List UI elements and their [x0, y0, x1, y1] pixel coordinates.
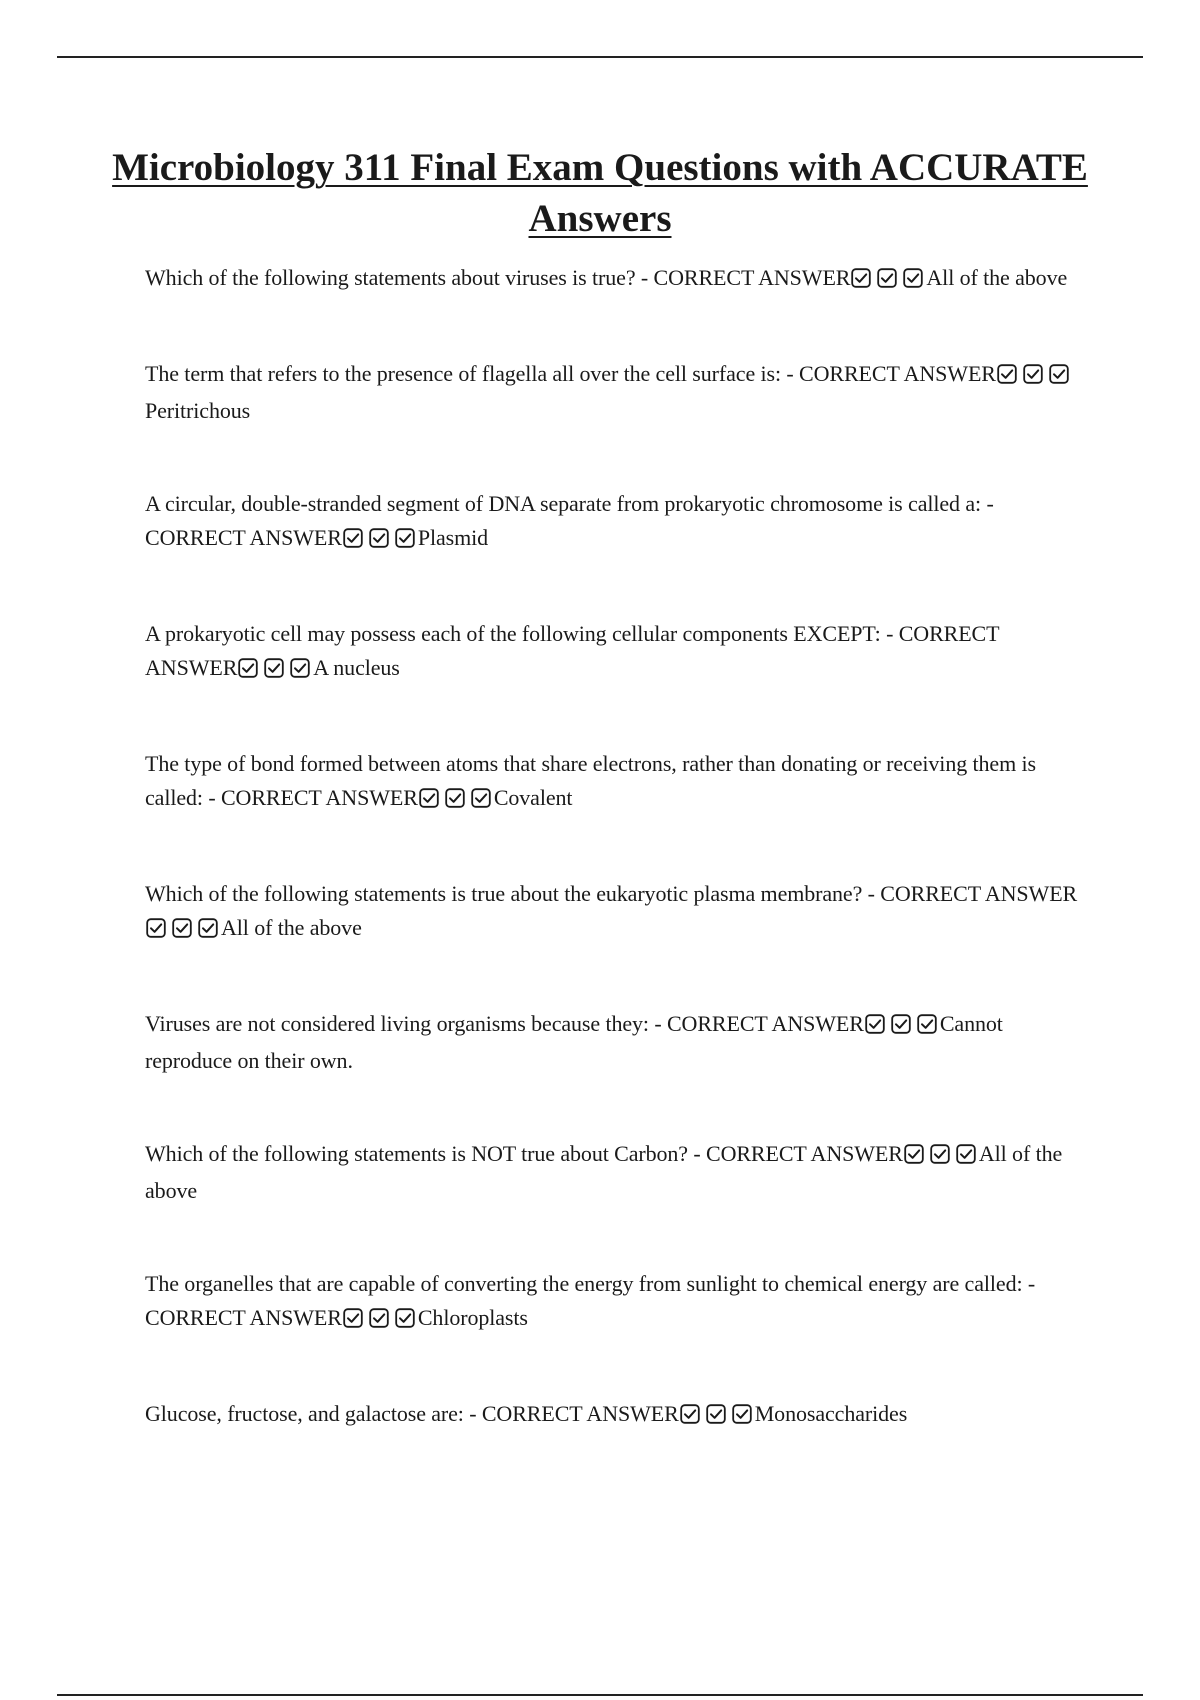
qa-item: [145, 617, 1090, 688]
answer-text: Peritrichous: [145, 398, 251, 423]
answer-marker: - CORRECT ANSWER: [654, 1011, 864, 1036]
answer-text: All of the above: [926, 265, 1068, 290]
answer-checks: [851, 264, 925, 298]
checked-box-icon: [395, 528, 415, 548]
question-text: Which of the following statements is NOT true about Carbon?: [145, 1141, 688, 1166]
qa-item: [145, 1267, 1090, 1338]
answer-checks: [997, 360, 1071, 394]
answer-text: A nucleus: [313, 655, 400, 680]
checked-box-icon: [343, 1308, 363, 1328]
qa-item: [145, 261, 1090, 298]
answer-checks: [865, 1010, 939, 1044]
question-text: Which of the following statements is true about the eukaryotic plasma membrane?: [145, 881, 863, 906]
checked-box-icon: [395, 1308, 415, 1328]
checked-box-icon: [891, 1014, 911, 1034]
question-text: Which of the following statements about viruses is true?: [145, 265, 636, 290]
checked-box-icon: [865, 1014, 885, 1034]
answer-marker: - CORRECT ANSWER: [786, 361, 996, 386]
checked-box-icon: [290, 658, 310, 678]
answer-text: Monosaccharides: [754, 1401, 908, 1426]
checked-box-icon: [997, 364, 1017, 384]
answer-checks: [343, 524, 417, 558]
checked-box-icon: [851, 268, 871, 288]
answer-marker: - CORRECT ANSWER: [469, 1401, 679, 1426]
checked-box-icon: [471, 788, 491, 808]
checked-box-icon: [956, 1144, 976, 1164]
qa-item: [145, 1137, 1090, 1208]
question-text: The type of bond formed between atoms that share electrons, rather than donating or receiving them is called:: [145, 751, 1036, 810]
question-text: The organelles that are capable of converting the energy from sunlight to chemical energy are called:: [145, 1271, 1023, 1296]
answer-marker: - CORRECT ANSWER: [145, 491, 994, 550]
checked-box-icon: [198, 918, 218, 938]
checked-box-icon: [1049, 364, 1069, 384]
checked-box-icon: [343, 528, 363, 548]
answer-marker: - CORRECT ANSWER: [867, 881, 1078, 906]
answer-checks: [238, 654, 312, 688]
checked-box-icon: [877, 268, 897, 288]
answer-checks: [419, 784, 493, 818]
checked-box-icon: [238, 658, 258, 678]
question-text: The term that refers to the presence of flagella all over the cell surface is:: [145, 361, 782, 386]
answer-checks: [680, 1400, 754, 1434]
question-text: A prokaryotic cell may possess each of the following cellular components EXCEPT:: [145, 621, 881, 646]
answer-text: All of the above: [145, 1141, 1063, 1203]
bottom-divider: [57, 1694, 1143, 1696]
answer-text: All of the above: [221, 915, 362, 940]
question-text: Glucose, fructose, and galactose are:: [145, 1401, 464, 1426]
checked-box-icon: [930, 1144, 950, 1164]
qa-item: [145, 1397, 1090, 1434]
answer-checks: [146, 914, 220, 948]
answer-checks: [343, 1304, 417, 1338]
checked-box-icon: [680, 1404, 700, 1424]
checked-box-icon: [1023, 364, 1043, 384]
qa-item: [145, 487, 1090, 558]
answer-marker: - CORRECT ANSWER: [640, 265, 851, 290]
checked-box-icon: [917, 1014, 937, 1034]
qa-item: [145, 357, 1090, 428]
question-text: Viruses are not considered living organisms because they:: [145, 1011, 649, 1036]
checked-box-icon: [904, 1144, 924, 1164]
checked-box-icon: [706, 1404, 726, 1424]
qa-item: [145, 1007, 1090, 1078]
checked-box-icon: [264, 658, 284, 678]
checked-box-icon: [369, 528, 389, 548]
top-divider: [57, 56, 1143, 58]
qa-list: [145, 261, 1090, 1493]
answer-text: Covalent: [493, 785, 573, 810]
checked-box-icon: [172, 918, 192, 938]
answer-text: Cannot reproduce on their own.: [145, 1011, 1003, 1073]
answer-text: Chloroplasts: [417, 1305, 528, 1330]
answer-marker: - CORRECT ANSWER: [145, 621, 1000, 680]
document-title: Microbiology 311 Final Exam Questions with ACCURATE Answers: [112, 146, 1088, 240]
qa-item: [145, 747, 1090, 818]
answer-marker: - CORRECT ANSWER: [145, 1271, 1036, 1330]
answer-checks: [904, 1140, 978, 1174]
qa-item: [145, 877, 1090, 948]
answer-text: Plasmid: [417, 525, 489, 550]
checked-box-icon: [146, 918, 166, 938]
checked-box-icon: [369, 1308, 389, 1328]
question-text: A circular, double-stranded segment of DNA separate from prokaryotic chromosome is called a:: [145, 491, 982, 516]
answer-marker: - CORRECT ANSWER: [208, 785, 418, 810]
checked-box-icon: [903, 268, 923, 288]
checked-box-icon: [419, 788, 439, 808]
checked-box-icon: [445, 788, 465, 808]
answer-marker: - CORRECT ANSWER: [693, 1141, 903, 1166]
checked-box-icon: [732, 1404, 752, 1424]
